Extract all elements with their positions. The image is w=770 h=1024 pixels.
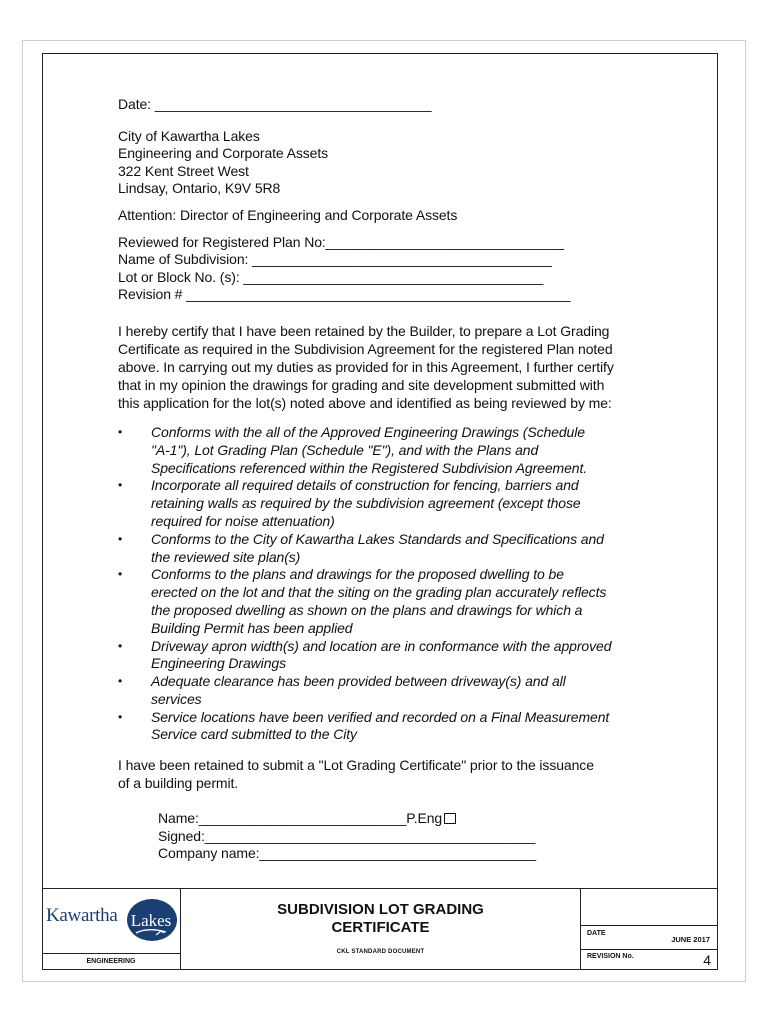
paragraph-line: of a building permit. <box>118 775 239 792</box>
list-item-line: Driveway apron width(s) and location are in conformance with the approved <box>151 637 612 654</box>
department-label: ENGINEERING <box>86 958 136 965</box>
list-item-line: services <box>151 690 202 707</box>
list-item <box>118 638 636 674</box>
paragraph-line: above. In carrying out my duties as provided for in this Agreement, I further certify <box>118 358 614 375</box>
list-item-line: Conforms to the plans and drawings for the proposed dwelling to be <box>151 566 564 583</box>
list-item-line: "A-1"), Lot Grading Plan (Schedule "E"), and with the Plans and <box>151 441 539 458</box>
kawartha-lakes-logo: Kawartha <box>46 905 118 926</box>
revision-field[interactable]: Revision # __________________________________________________ <box>118 286 571 303</box>
date-value: JUNE 2017 <box>671 935 710 944</box>
title-block <box>42 888 718 970</box>
engineer-name-row <box>158 810 658 828</box>
paragraph-line: that in my opinion the drawings for grading and site development submitted with <box>118 376 605 393</box>
list-item-line: Building Permit has been applied <box>151 619 353 636</box>
list-item <box>118 673 636 709</box>
signed-field[interactable]: Signed:___________________________________________ <box>158 827 536 844</box>
revision-value: 4 <box>703 952 711 968</box>
p-eng-checkbox[interactable] <box>444 813 456 824</box>
list-item <box>118 566 636 637</box>
date-label: DATE <box>587 930 606 937</box>
signature-block <box>118 810 658 863</box>
bullet-icon: • <box>118 478 123 493</box>
list-item-line: Specifications referenced within the Registered Subdivision Agreement. <box>151 459 588 476</box>
paragraph-line: I have been retained to submit a "Lot Grading Certificate" prior to the issuance <box>118 757 594 774</box>
address-line: Engineering and Corporate Assets <box>118 145 329 162</box>
bullet-icon: • <box>118 709 123 724</box>
subdivision-name-field[interactable]: Name of Subdivision: _______________________________________ <box>118 251 552 268</box>
address-line: City of Kawartha Lakes <box>118 127 260 144</box>
bullet-icon: • <box>118 531 123 546</box>
list-item-line: Service locations have been verified and recorded on a Final Measurement <box>151 708 610 725</box>
attention-line: Attention: Director of Engineering and Corporate Assets <box>118 206 458 223</box>
date-row <box>581 925 718 950</box>
lakes-logo-icon <box>126 897 178 943</box>
bullet-icon: • <box>118 424 123 439</box>
address-line: Lindsay, Ontario, K9V 5R8 <box>118 180 281 197</box>
logo-lakes-text: Lakes <box>130 911 172 930</box>
list-item-line: retaining walls as required by the subdivision agreement (except those <box>151 495 581 512</box>
list-item <box>118 424 636 477</box>
paragraph-line: this application for the lot(s) noted above and identified as being reviewed by me: <box>118 394 612 411</box>
list-item-line: required for noise attenuation) <box>151 512 335 529</box>
date-field[interactable]: Date: ____________________________________ <box>118 96 432 112</box>
list-item-line: Service card submitted to the City <box>151 726 357 743</box>
list-item-line: the reviewed site plan(s) <box>151 548 301 565</box>
registered-plan-field[interactable]: Reviewed for Registered Plan No:_______________________________ <box>118 233 564 250</box>
lot-block-field[interactable]: Lot or Block No. (s): _______________________________________ <box>118 268 544 285</box>
bullet-icon: • <box>118 567 123 582</box>
conformance-list <box>118 424 658 744</box>
list-item-line: Conforms with the all of the Approved Engineering Drawings (Schedule <box>151 423 585 440</box>
revision-cell <box>580 889 719 970</box>
list-item-line: Incorporate all required details of construction for fencing, barriers and <box>151 477 579 494</box>
retained-paragraph <box>118 756 658 792</box>
logo-cell <box>42 889 181 970</box>
document-title <box>181 901 580 937</box>
list-item-line: Adequate clearance has been provided between driveway(s) and all <box>151 673 566 690</box>
bullet-icon: • <box>118 674 123 689</box>
title-line: CERTIFICATE <box>331 919 430 936</box>
company-name-field[interactable]: Company name:____________________________________ <box>158 845 537 862</box>
plan-fields <box>118 234 658 304</box>
form-content <box>118 96 658 863</box>
recipient-address <box>118 128 658 198</box>
address-line: 322 Kent Street West <box>118 162 249 179</box>
list-item-line: the proposed dwelling as shown on the plans and drawings for which a <box>151 601 583 618</box>
logo-area <box>42 889 180 954</box>
list-item <box>118 531 636 567</box>
paragraph-line: Certificate as required in the Subdivision Agreement for the registered Plan noted <box>118 340 613 357</box>
document-subtitle: CKL STANDARD DOCUMENT <box>336 949 425 955</box>
revision-label: REVISION No. <box>587 953 634 960</box>
title-line: SUBDIVISION LOT GRADING <box>277 901 484 918</box>
certification-paragraph <box>118 322 658 412</box>
title-cell <box>181 889 580 970</box>
paragraph-line: I hereby certify that I have been retained by the Builder, to prepare a Lot Grading <box>118 322 610 339</box>
list-item-line: erected on the lot and that the siting on the grading plan accurately reflects <box>151 584 607 601</box>
list-item-line: Conforms to the City of Kawartha Lakes Standards and Specifications and <box>151 530 604 547</box>
list-item-line: Engineering Drawings <box>151 655 286 672</box>
engineer-name-field[interactable]: Name:___________________________P.Eng <box>158 810 443 827</box>
list-item <box>118 709 636 745</box>
bullet-icon: • <box>118 638 123 653</box>
list-item <box>118 477 636 530</box>
